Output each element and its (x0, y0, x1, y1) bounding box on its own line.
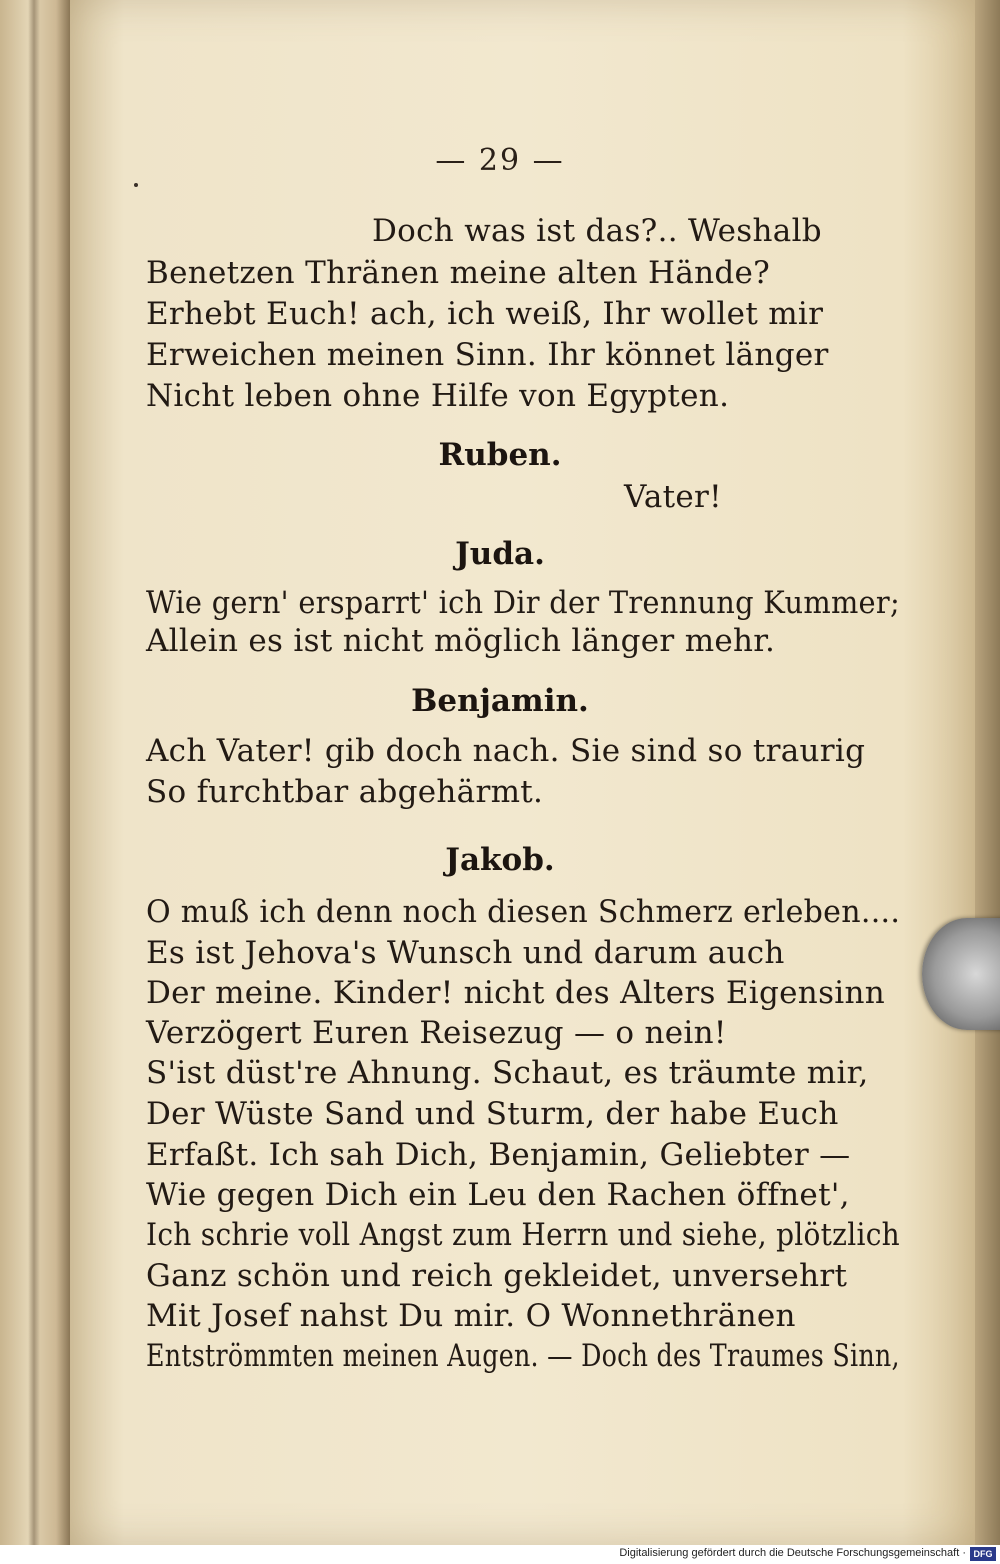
verse-line: Entströmmten meinen Augen. — Doch des Traumes Sinn, (146, 1338, 900, 1374)
verse-line: Benetzen Thränen meine alten Hände? (146, 255, 771, 291)
verse-line: Der meine. Kinder! nicht des Alters Eigensinn (146, 975, 886, 1011)
speaker-heading-benjamin: Benjamin. (411, 683, 589, 719)
verse-line: Erhebt Euch! ach, ich weiß, Ihr wollet mir (146, 296, 824, 332)
verse-line: Verzögert Euren Reisezug — o nein! (146, 1015, 727, 1051)
speaker-heading-jakob: Jakob. (445, 842, 555, 878)
page-number: — 29 — (435, 143, 565, 178)
verse-line: Der Wüste Sand und Sturm, der habe Euch (146, 1096, 839, 1132)
verse-line: Mit Josef nahst Du mir. O Wonnethränen (146, 1298, 796, 1334)
verse-line: Doch was ist das?.. Weshalb (372, 213, 822, 249)
ink-speck (134, 183, 138, 187)
verse-line: Ach Vater! gib doch nach. Sie sind so traurig (146, 733, 866, 769)
verse-line: Vater! (624, 479, 722, 515)
verse-line: So furchtbar abgehärmt. (146, 774, 544, 810)
verse-line: Wie gegen Dich ein Leu den Rachen öffnet', (146, 1177, 850, 1213)
verse-line: S'ist düst're Ahnung. Schaut, es träumte mir, (146, 1055, 869, 1091)
speaker-heading-ruben: Ruben. (438, 437, 562, 473)
verse-line: Wie gern' ersparrt' ich Dir der Trennung Kummer; (146, 585, 900, 621)
verse-line: Erfaßt. Ich sah Dich, Benjamin, Geliebter — (146, 1137, 851, 1173)
verse-line: Ganz schön und reich gekleidet, unversehrt (146, 1258, 848, 1294)
funding-credit: Digitalisierung gefördert durch die Deutsche Forschungsgemeinschaft · (619, 1547, 966, 1559)
verse-line: O muß ich denn noch diesen Schmerz erleben.... (146, 894, 901, 930)
dfg-logo: DFG (970, 1547, 996, 1561)
speaker-heading-juda: Juda. (455, 536, 545, 572)
verse-line: Nicht leben ohne Hilfe von Egypten. (146, 378, 730, 414)
page-edge (975, 0, 1000, 1545)
verse-line: Allein es ist nicht möglich länger mehr. (146, 623, 776, 659)
verse-line: Es ist Jehova's Wunsch und darum auch (146, 935, 785, 971)
verse-line: Ich schrie voll Angst zum Herrn und siehe, plötzlich (146, 1217, 900, 1253)
gutter-shadow (28, 0, 40, 1545)
verse-line: Erweichen meinen Sinn. Ihr könnet länger (146, 337, 829, 373)
